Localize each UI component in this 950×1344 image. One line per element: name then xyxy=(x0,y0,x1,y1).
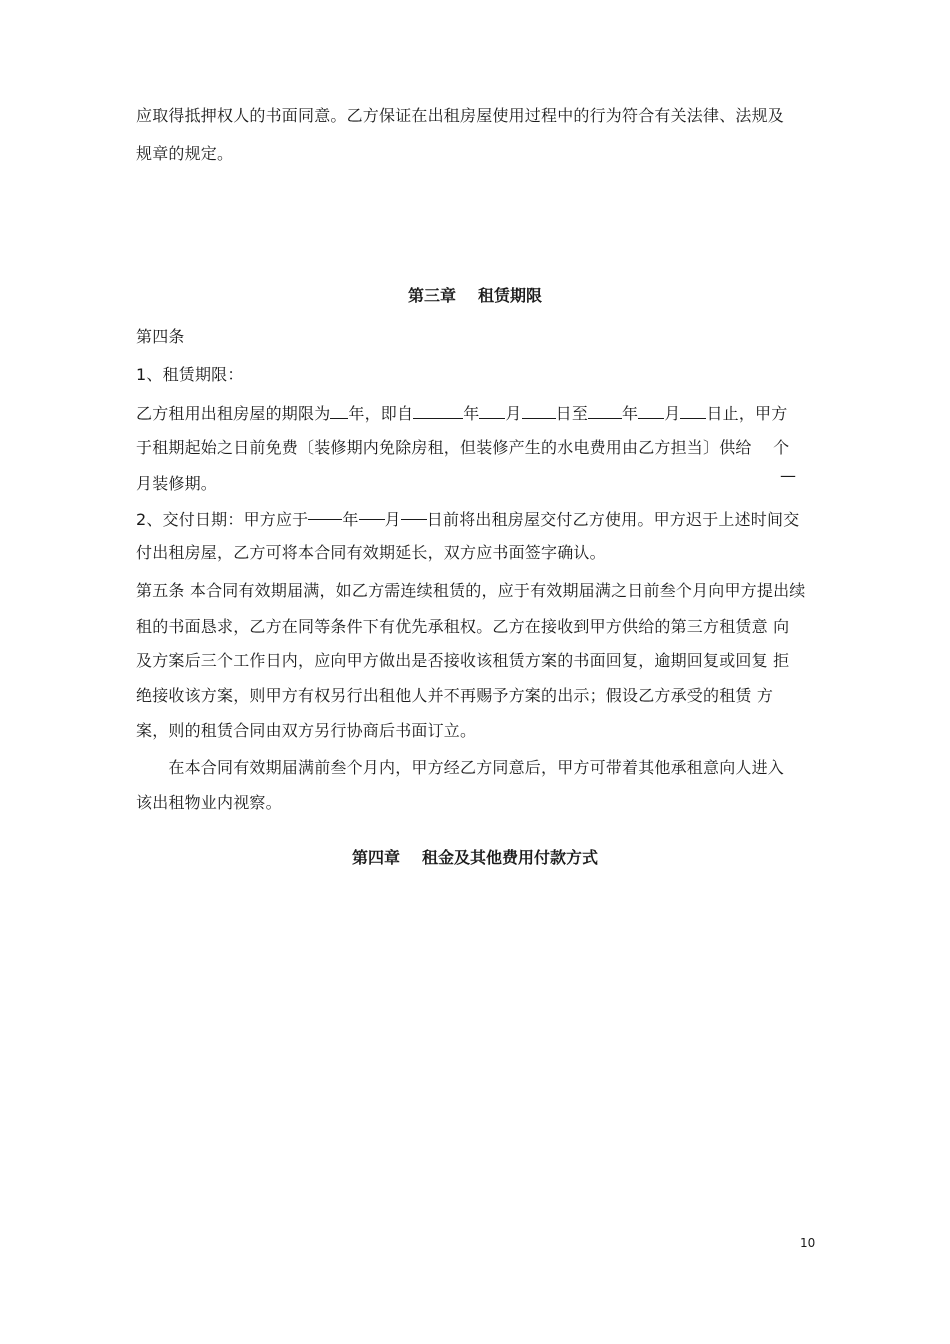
months-blank-dash: — xyxy=(780,466,796,485)
end-year-blank[interactable] xyxy=(588,402,622,419)
delivery-text: 年 xyxy=(342,510,359,529)
delivery-text: 2、交付日期：甲方应于 xyxy=(136,510,309,529)
paragraph-line: 该出租物业内视察。 xyxy=(136,793,282,812)
end-day-blank[interactable] xyxy=(680,402,706,419)
delivery-text: 月 xyxy=(384,510,401,529)
page-number: 10 xyxy=(800,1236,816,1250)
term-text: 日止，甲方 xyxy=(706,404,788,423)
start-year-blank[interactable] xyxy=(413,402,463,419)
paragraph-line: 应取得抵押权人的书面同意。乙方保证在出租房屋使用过程中的行为符合有关法律、法规及 xyxy=(136,106,785,125)
paragraph-line: 月装修期。 xyxy=(136,474,218,493)
chapter-number: 第四章 xyxy=(351,848,400,867)
end-month-blank[interactable] xyxy=(638,402,664,419)
paragraph-line: 第五条 本合同有效期届满，如乙方需连续租赁的，应于有效期届满之日前叁个月向甲方提出续 xyxy=(136,581,806,600)
term-text: 年 xyxy=(463,404,480,423)
chapter-4-heading xyxy=(0,848,950,868)
chapter-title: 租赁期限 xyxy=(478,286,543,305)
delivery-year-blank[interactable] xyxy=(308,519,342,520)
paragraph-line: 付出租房屋，乙方可将本合同有效期延长，双方应书面签字确认。 xyxy=(136,543,606,562)
term-text: 月 xyxy=(664,404,681,423)
term-text: 乙方租用出租房屋的期限为 xyxy=(136,404,331,423)
paragraph-line: 于租期起始之日前免费〔装修期内免除房租，但装修产生的水电费用由乙方担当〕供给 个 xyxy=(136,438,790,457)
delivery-day-blank[interactable] xyxy=(401,519,427,520)
article-4-label: 第四条 xyxy=(136,327,185,346)
term-text: 年，即自 xyxy=(348,404,414,423)
lease-term-title: 1、租赁期限： xyxy=(136,365,244,384)
lease-term-line xyxy=(136,402,787,424)
chapter-3-heading xyxy=(0,286,950,306)
paragraph-line: 案，则的租赁合同由双方另行协商后书面订立。 xyxy=(136,721,477,740)
term-text: 日至 xyxy=(555,404,589,423)
delivery-date-line xyxy=(136,510,799,530)
paragraph-line: 及方案后三个工作日内，应向甲方做出是否接收该租赁方案的书面回复，逾期回复或回复 拒 xyxy=(136,651,790,670)
chapter-number: 第三章 xyxy=(407,286,456,305)
paragraph-line: 在本合同有效期届满前叁个月内，甲方经乙方同意后，甲方可带着其他承租意向人进入 xyxy=(136,758,785,777)
start-day-blank[interactable] xyxy=(522,402,556,419)
start-month-blank[interactable] xyxy=(479,402,505,419)
chapter-title: 租金及其他费用付款方式 xyxy=(422,848,599,867)
delivery-text: 日前将出租房屋交付乙方使用。甲方迟于上述时间交 xyxy=(426,510,800,529)
term-text: 年 xyxy=(622,404,639,423)
paragraph-line: 租的书面恳求，乙方在同等条件下有优先承租权。乙方在接收到甲方供给的第三方租赁意 向 xyxy=(136,617,790,636)
term-text: 月 xyxy=(505,404,522,423)
paragraph-line: 绝接收该方案，则甲方有权另行出租他人并不再赐予方案的出示；假设乙方承受的租赁 方 xyxy=(136,686,774,705)
delivery-month-blank[interactable] xyxy=(359,519,385,520)
paragraph-line: 规章的规定。 xyxy=(136,144,234,163)
years-blank[interactable] xyxy=(330,402,348,419)
